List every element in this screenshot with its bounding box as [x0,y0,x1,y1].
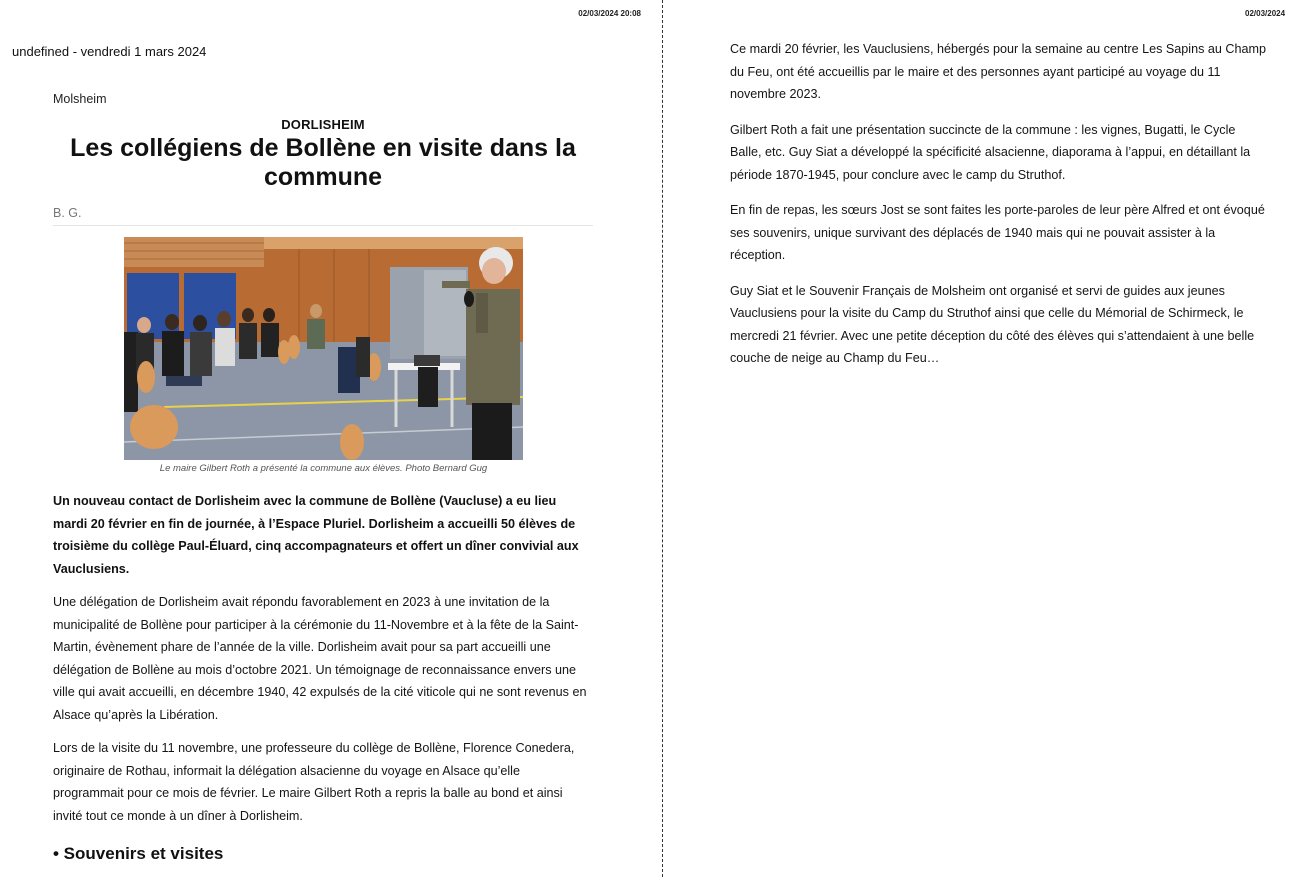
article-title: Les collégiens de Bollène en visite dans la commune [70,134,576,191]
photo-figure [124,237,523,474]
source-line: undefined - vendredi 1 mars 2024 [12,44,207,59]
paragraph-5: En fin de repas, les sœurs Jost se sont faites les porte-paroles de leur père Alfred et ont évoqué ses souvenirs, unique survivant des déplacés de 1940 mais qui ne pouvait assister à la réception. [730,203,1265,262]
article-photo [124,237,523,460]
subheading: • Souvenirs et visites [53,844,224,863]
photo-caption: Le maire Gilbert Roth a présenté la commune aux élèves. Photo Bernard Gug [159,463,488,474]
print-timestamp: 02/03/2024 20:08 [578,9,641,18]
paragraph-2: Lors de la visite du 11 novembre, une professeure du collège de Bollène, Florence Conedera, originaire de Rothau, informait la délégation alsacienne du voyage en Alsace qu’elle programmait pour ce mois de février. Le maire Gilbert Roth a repris la balle au bond et ainsi invité tout ce monde à un dîner à Dorlisheim. [53,741,575,823]
print-timestamp-right: 02/03/2024 [1245,9,1286,18]
paragraph-4: Gilbert Roth a fait une présentation succincte de la commune : les vignes, Bugatti, le Cycle Balle, etc. Guy Siat a développé la spécificité alsacienne, diaporama à l’appui, en détaillant la période 1870-1945, pour conclure avec le camp du Struthof. [730,122,1251,182]
page-divider [662,0,663,877]
paragraph-6: Guy Siat et le Souvenir Français de Molsheim ont organisé et servi de guides aux jeunes Vauclusiens pour la visite du Camp du Struthof ainsi que celle du Mémorial de Schirmeck, le mercredi 21 février. Avec une petite déception du côté des élèves qui s’attendaient à une belle couche de neige au Champ du Feu… [730,283,1255,365]
kicker: DORLISHEIM [281,117,365,132]
article-lead: Un nouveau contact de Dorlisheim avec la commune de Bollène (Vaucluse) a eu lieu mardi 20 février en fin de journée, à l’Espace Pluriel. Dorlisheim a accueilli 50 élèves de troisième du collège Paul-Éluard, cinq accompagnateurs et offert un dîner convivial aux Vauclusiens. [53,494,579,576]
right-page [664,0,1289,877]
rubric: Molsheim [53,92,107,106]
article-continuation [730,38,1270,383]
byline: B. G. [53,206,593,226]
article [53,92,593,864]
paragraph-1: Une délégation de Dorlisheim avait répondu favorablement en 2023 à une invitation de la municipalité de Bollène pour participer à la cérémonie du 11-Novembre et à la fête de la Saint-Martin, évènement phare de l’année de la ville. Dorlisheim avait pour sa part accueilli une délégation de Bollène au mois d’octobre 2021. Un témoignage de reconnaissance envers une ville qui avait accueilli, en décembre 1940, 42 expulsés de la cité viticole qui ne sont revenus en Alsace qu’après la Libération. [53,595,587,722]
paragraph-3: Ce mardi 20 février, les Vauclusiens, hébergés pour la semaine au centre Les Sapins au Champ du Feu, ont été accueillis par le maire et des personnes ayant participé au voyage du 11 novembre 2023. [730,42,1266,101]
